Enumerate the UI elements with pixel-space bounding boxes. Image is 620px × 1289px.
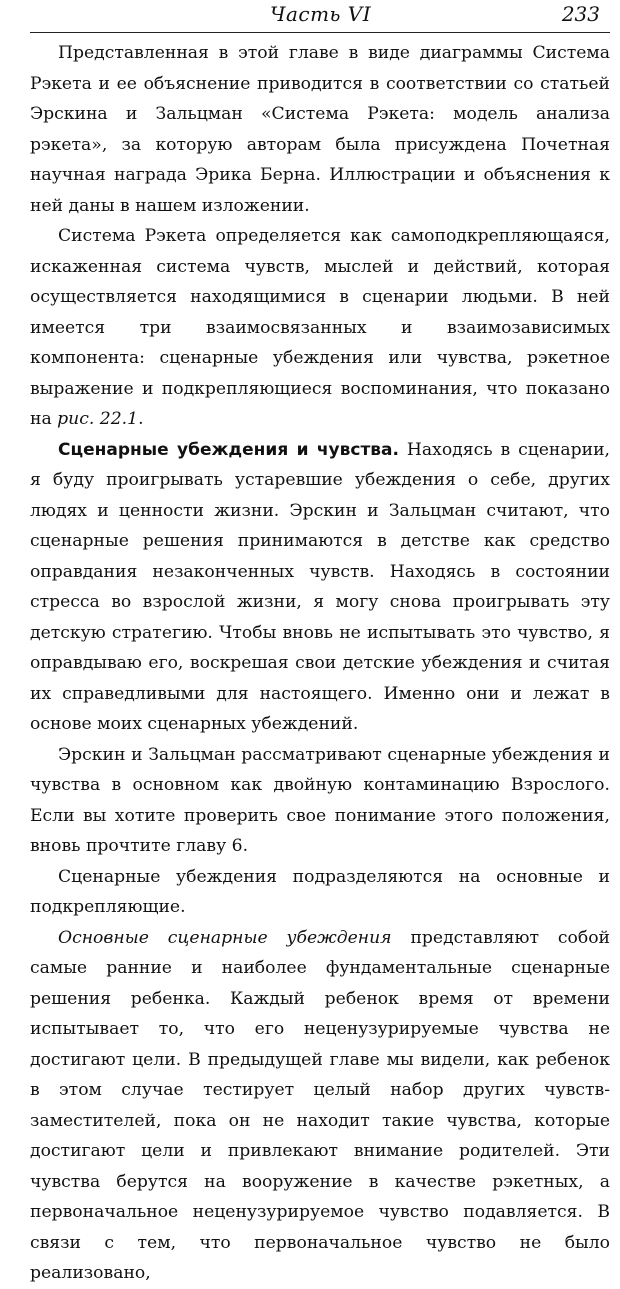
page-number: 233 <box>561 2 600 26</box>
page-header <box>30 0 610 33</box>
paragraph-4: Эрскин и Зальцман рассматривают сценарные убеждения и чувства в основном как двойную контаминацию Взрослого. Если вы хотите проверить свое понимание этого положения, вновь прочтите главу 6. <box>30 744 610 856</box>
paragraph-2-end: . <box>138 409 144 429</box>
paragraph-2 <box>30 221 610 435</box>
figure-reference: рис. 22.1 <box>57 409 139 429</box>
running-head: Часть VI <box>270 2 372 26</box>
body-text <box>30 38 610 1289</box>
section-heading: Сценарные убеждения и чувства. <box>58 439 399 460</box>
paragraph-3 <box>30 435 610 740</box>
paragraph-3-text: Находясь в сценарии, я буду проигрывать устаревшие убеждения о себе, других людях и ценности жизни. Эрскин и Зальцман считают, что сценарные решения принимаются в детстве как средство оправдания незаконченных чувств. Находясь в состоянии стресса во взрослой жизни, я могу снова проигрывать эту детскую стратегию. Чтобы вновь не испытывать это чувство, я оправдываю его, воскрешая свои детские убеждения и считая их справедливыми для настоящего. Именно они и лежат в основе моих сценарных убеждений. <box>30 439 611 734</box>
paragraph-5: Сценарные убеждения подразделяются на основные и подкрепляющие. <box>30 866 610 917</box>
paragraph-6-text: представляют собой самые ранние и наиболее фундаментальные сценарные решения ребенка. Каждый ребенок время от времени испытывает то, что его неценузурируемые чувства не достигают цели. В предыдущей главе мы видели, как ребенок в этом случае тестирует целый набор других чувств-заместителей, пока он не находит такие чувства, которые достигают цели и привлекают внимание родителей. Эти чувства берутся на вооружение в качестве рэкетных, а первоначальное неценузурируемое чувство подавляется. В связи с тем, что первоначальное чувство не было реализовано, <box>30 927 611 1283</box>
paragraph-1: Представленная в этой главе в виде диаграммы Система Рэкета и ее объяснение приводится в соответствии со статьей Эрскина и Зальцман «Система Рэкета: модель анализа рэкета», за которую авторам была присуждена Почетная научная награда Эрика Берна. Иллюстрации и объяснения к ней даны в нашем изложении. <box>30 43 610 216</box>
paragraph-6 <box>30 923 610 1289</box>
term-basic-script-beliefs: Основные сценарные убеждения <box>58 927 392 948</box>
paragraph-2-text: Система Рэкета определяется как самоподкрепляющаяся, искаженная система чувств, мыслей и действий, которая осуществляется находящимися в сценарии людьми. В ней имеется три взаимосвязанных и взаимозависимых компонента: сценарные убеждения или чувства, рэкетное выражение и подкрепляющиеся воспоминания, что показано на <box>30 226 610 429</box>
